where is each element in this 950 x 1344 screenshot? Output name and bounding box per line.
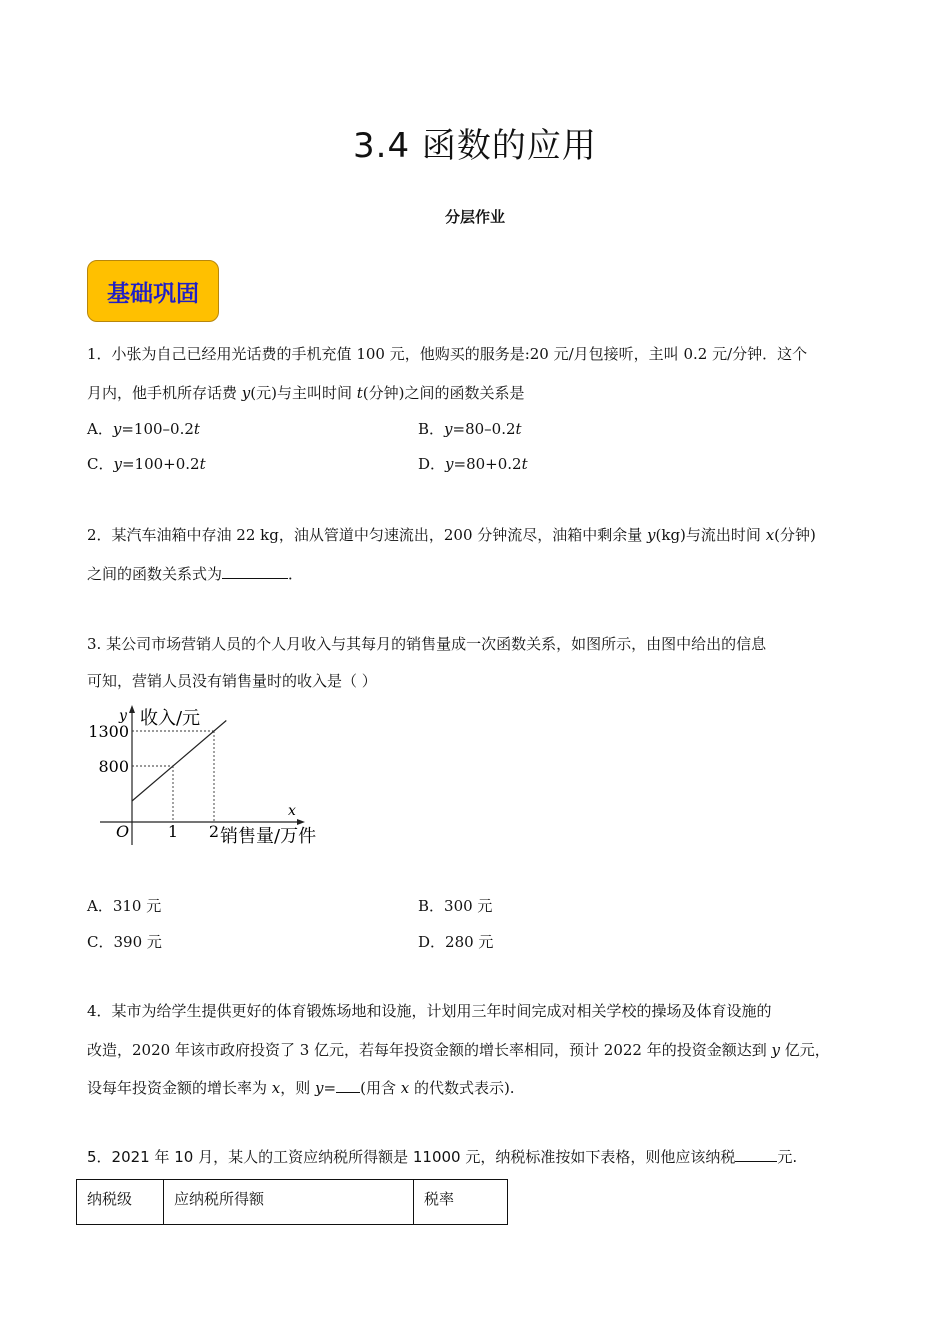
- q3-option-b: B．300 元: [418, 897, 493, 915]
- q1-option-b: B．y=80–0.2t: [418, 420, 522, 438]
- header-cell-income: 应纳税所得额: [164, 1180, 414, 1225]
- y-axis-arrow: [129, 705, 135, 713]
- header-cell-rate: 税率: [414, 1180, 508, 1225]
- origin-label: O: [116, 822, 130, 841]
- q2-line2: 之间的函数关系式为 ．: [87, 565, 304, 583]
- answer-blank: [222, 564, 288, 579]
- q3-line1: 3. 某公司市场营销人员的个人月收入与其每月的销售量成一次函数关系，如图所示，由图中给出的信息: [87, 635, 767, 653]
- x-axis-arrow: [297, 819, 305, 825]
- q1-option-d: D．y=80+0.2t: [418, 455, 528, 473]
- section-badge: 基础巩固: [87, 260, 219, 322]
- q4-line3: 设每年投资金额的增长率为 x，则 y= (用含 x 的代数式表示).: [87, 1079, 515, 1097]
- answer-blank: [336, 1078, 360, 1093]
- q1-line2: 月内，他手机所存话费 y(元)与主叫时间 t(分钟)之间的函数关系是: [87, 384, 525, 402]
- x-axis-letter: x: [288, 803, 296, 819]
- q1-option-c: C．y=100+0.2t: [87, 455, 206, 473]
- q1-line1: 1．小张为自己已经用光话费的手机充值 100 元，他购买的服务是:20 元/月包接听，主叫 0.2 元/分钟．这个: [87, 345, 808, 363]
- q1-option-a: A．y=100–0.2t: [87, 420, 200, 438]
- y-tick-1300: 1300: [88, 722, 129, 741]
- tax-table: [76, 1179, 508, 1225]
- income-chart: [85, 700, 335, 855]
- table-header-row: [77, 1180, 508, 1225]
- q5-text: 5．2021 年 10 月，某人的工资应纳税所得额是 11000 元，纳税标准按如下表格，则他应该纳税 元.: [87, 1148, 798, 1166]
- q3-line2: 可知，营销人员没有销售量时的收入是（ ）: [87, 672, 377, 690]
- page-title: 3.4 函数的应用: [353, 126, 597, 166]
- q4-line1: 4．某市为给学生提供更好的体育锻炼场地和设施，计划用三年时间完成对相关学校的操场及体育设施的: [87, 1002, 772, 1020]
- x-axis-label: 销售量/万件: [220, 826, 317, 847]
- page-subtitle: 分层作业: [444, 208, 505, 226]
- y-axis-letter: y: [119, 708, 127, 724]
- q2-line1: 2．某汽车油箱中存油 22 kg，油从管道中匀速流出，200 分钟流尽，油箱中剩余量 y(kg)与流出时间 x(分钟): [87, 526, 816, 544]
- q4-line2: 改造，2020 年该市政府投资了 3 亿元，若每年投资金额的增长率相同，预计 2022 年的投资金额达到 y 亿元，: [87, 1041, 830, 1059]
- x-tick-1: 1: [167, 822, 179, 841]
- y-axis-label: 收入/元: [140, 708, 201, 729]
- function-line: [132, 721, 226, 802]
- answer-blank: [735, 1147, 777, 1162]
- q3-option-c: C．390 元: [87, 933, 162, 951]
- y-tick-800: 800: [98, 757, 129, 776]
- q3-option-d: D．280 元: [418, 933, 494, 951]
- header-cell-level: 纳税级: [77, 1180, 164, 1225]
- q3-option-a: A．310 元: [87, 897, 162, 915]
- x-tick-2: 2: [208, 822, 220, 841]
